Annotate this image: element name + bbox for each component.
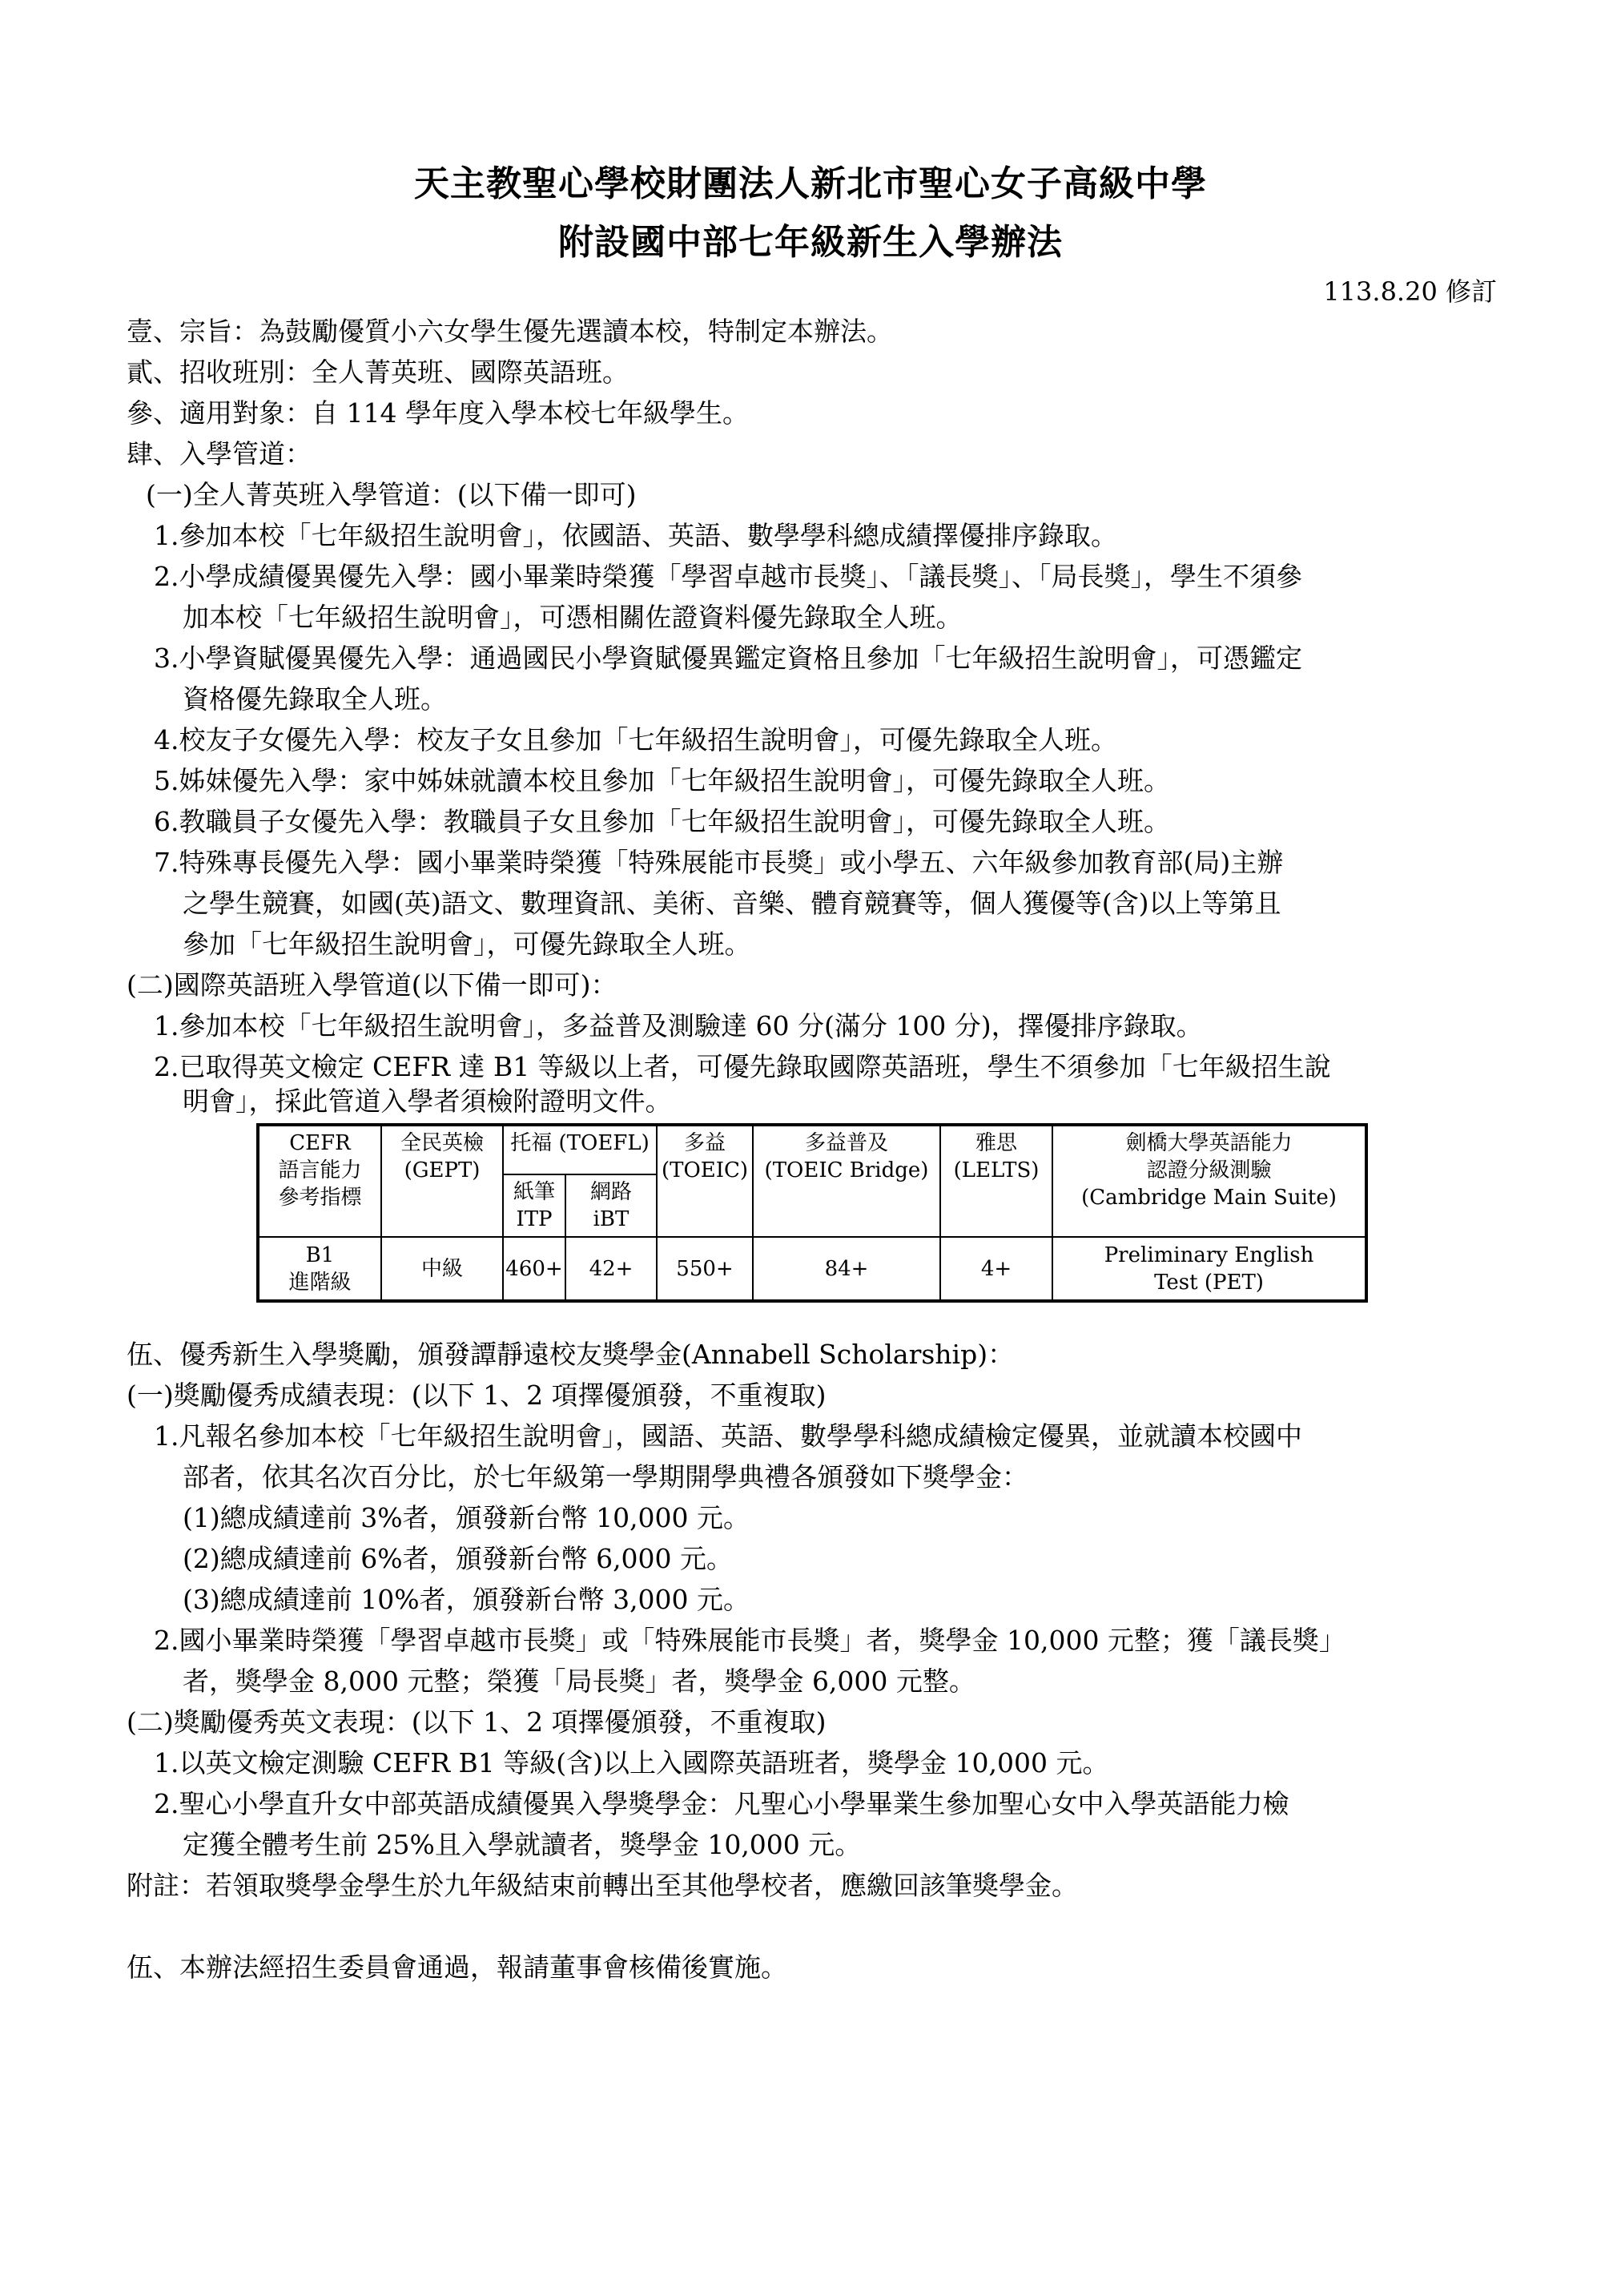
scholarship-academic-item-2-cont: 者，獎學金 8,000 元整；榮獲「局長獎」者，獎學金 6,000 元整。: [183, 1666, 975, 1697]
section-implementation: 伍、本辦法經招生委員會通過，報請董事會核備後實施。: [127, 1952, 787, 1983]
cell-ielts: 4+: [940, 1237, 1052, 1301]
english-item-1: 1.參加本校「七年級招生說明會」，多益普及測驗達 60 分(滿分 100 分)，擇優排序錄取。: [154, 1010, 1203, 1041]
section-purpose: 壹、宗旨：為鼓勵優質小六女學生優先選讀本校，特制定本辦法。: [127, 316, 893, 347]
scholarship-tier-1: (1)總成績達前 3%者，頒發新台幣 10,000 元。: [183, 1502, 750, 1533]
header-toeic: 多益 (TOEIC): [657, 1125, 753, 1237]
holistic-item-2-cont: 加本校「七年級招生說明會」，可憑相關佐證資料優先錄取全人班。: [183, 602, 963, 633]
header-cambridge: 劍橋大學英語能力 認證分級測驗 (Cambridge Main Suite): [1052, 1125, 1366, 1237]
scholarship-academic-heading: (一)獎勵優秀成績表現：(以下 1、2 項擇優頒發，不重複取): [127, 1380, 827, 1411]
holistic-item-7: 7.特殊專長優先入學：國小畢業時榮獲「特殊展能市長獎」或小學五、六年級參加教育部(局)主辦: [154, 847, 1284, 878]
holistic-item-5: 5.姊妹優先入學：家中姊妹就讀本校且參加「七年級招生說明會」，可優先錄取全人班。: [154, 765, 1170, 796]
header-cefr: CEFR 語言能力 參考指標: [258, 1125, 381, 1237]
scholarship-academic-item-2: 2.國小畢業時榮獲「學習卓越市長獎」或「特殊展能市長獎」者，獎學金 10,000 元整；獲「議長獎」: [154, 1625, 1345, 1656]
header-ielts: 雅思 (LELTS): [940, 1125, 1052, 1237]
section-scholarship-heading: 伍、優秀新生入學獎勵，頒發譚靜遠校友獎學金(Annabell Scholarship)：: [127, 1339, 1015, 1370]
section-eligibility: 參、適用對象：自 114 學年度入學本校七年級學生。: [127, 397, 749, 429]
cell-itp: 460+: [503, 1237, 565, 1301]
cell-level: B1 進階級: [258, 1237, 381, 1301]
holistic-item-7-cont-2: 參加「七年級招生說明會」，可優先錄取全人班。: [183, 928, 751, 960]
english-item-2: 2.已取得英文檢定 CEFR 達 B1 等級以上者，可優先錄取國際英語班，學生不須參加「七年級招生說: [154, 1051, 1331, 1082]
cell-toeic-bridge: 84+: [753, 1237, 940, 1301]
scholarship-academic-item-1-cont: 部者，依其名次百分比，於七年級第一學期開學典禮各頒發如下獎學金：: [183, 1461, 1028, 1492]
scholarship-english-heading: (二)獎勵優秀英文表現：(以下 1、2 項擇優頒發，不重複取): [127, 1706, 827, 1738]
scholarship-tier-2: (2)總成績達前 6%者，頒發新台幣 6,000 元。: [183, 1543, 734, 1574]
scholarship-tier-3: (3)總成績達前 10%者，頒發新台幣 3,000 元。: [183, 1584, 750, 1615]
document-title-line-1: 天主教聖心學校財團法人新北市聖心女子高級中學: [414, 163, 1207, 204]
scholarship-note: 附註：若領取獎學金學生於九年級結束前轉出至其他學校者，應繳回該筆獎學金。: [127, 1870, 1078, 1901]
revision-date: 113.8.20 修訂: [1323, 276, 1497, 307]
header-gept: 全民英檢 (GEPT): [381, 1125, 503, 1237]
header-toeic-bridge: 多益普及 (TOEIC Bridge): [753, 1125, 940, 1237]
english-item-2-cont: 明會」，採此管道入學者須檢附證明文件。: [183, 1086, 672, 1117]
header-toefl: 托福 (TOEFL): [503, 1125, 657, 1174]
document-title-line-2: 附設國中部七年級新生入學辦法: [558, 222, 1063, 263]
holistic-item-7-cont-1: 之學生競賽，如國(英)語文、數理資訊、美術、音樂、體育競賽等，個人獲優等(含)以上等第且: [183, 888, 1281, 919]
scholarship-academic-item-1: 1.凡報名參加本校「七年級招生說明會」，國語、英語、數學學科總成績檢定優異，並就讀本校國中: [154, 1420, 1302, 1452]
cefr-equivalence-table: [256, 1123, 1368, 1303]
header-toefl-ibt: 網路 iBT: [565, 1174, 657, 1237]
holistic-item-4: 4.校友子女優先入學：校友子女且參加「七年級招生說明會」，可優先錄取全人班。: [154, 724, 1117, 755]
scholarship-english-item-1: 1.以英文檢定測驗 CEFR B1 等級(含)以上入國際英語班者，獎學金 10,000 元。: [154, 1747, 1109, 1778]
cell-ibt: 42+: [565, 1237, 657, 1301]
holistic-item-1: 1.參加本校「七年級招生說明會」，依國語、英語、數學學科總成績擇優排序錄取。: [154, 520, 1117, 551]
holistic-item-6: 6.教職員子女優先入學：教職員子女且參加「七年級招生說明會」，可優先錄取全人班。: [154, 806, 1170, 837]
holistic-item-2: 2.小學成績優異優先入學：國小畢業時榮獲「學習卓越市長獎」、「議長獎」、「局長獎」，學生不須參: [154, 561, 1302, 592]
cell-gept: 中級: [381, 1237, 503, 1301]
scholarship-english-item-2-cont: 定獲全體考生前 25%且入學就讀者，獎學金 10,000 元。: [183, 1829, 862, 1860]
header-toefl-itp: 紙筆 ITP: [503, 1174, 565, 1237]
holistic-item-3: 3.小學資賦優異優先入學：通過國民小學資賦優異鑑定資格且參加「七年級招生說明會」，可憑鑑定: [154, 642, 1302, 674]
cell-toeic: 550+: [657, 1237, 753, 1301]
section-admission-heading: 肆、入學管道：: [127, 438, 312, 469]
table-row: [258, 1237, 1366, 1301]
holistic-item-3-cont: 資格優先錄取全人班。: [183, 683, 447, 715]
subsection-holistic-heading: (一)全人菁英班入學管道：(以下備一即可): [146, 479, 637, 510]
cell-cambridge: Preliminary English Test (PET): [1052, 1237, 1366, 1301]
scholarship-english-item-2: 2.聖心小學直升女中部英語成績優異入學獎學金：凡聖心小學畢業生參加聖心女中入學英語能力檢: [154, 1788, 1289, 1819]
section-classes: 貳、招收班別：全人菁英班、國際英語班。: [127, 356, 629, 388]
subsection-english-heading: (二)國際英語班入學管道(以下備一即可)：: [127, 969, 617, 1001]
